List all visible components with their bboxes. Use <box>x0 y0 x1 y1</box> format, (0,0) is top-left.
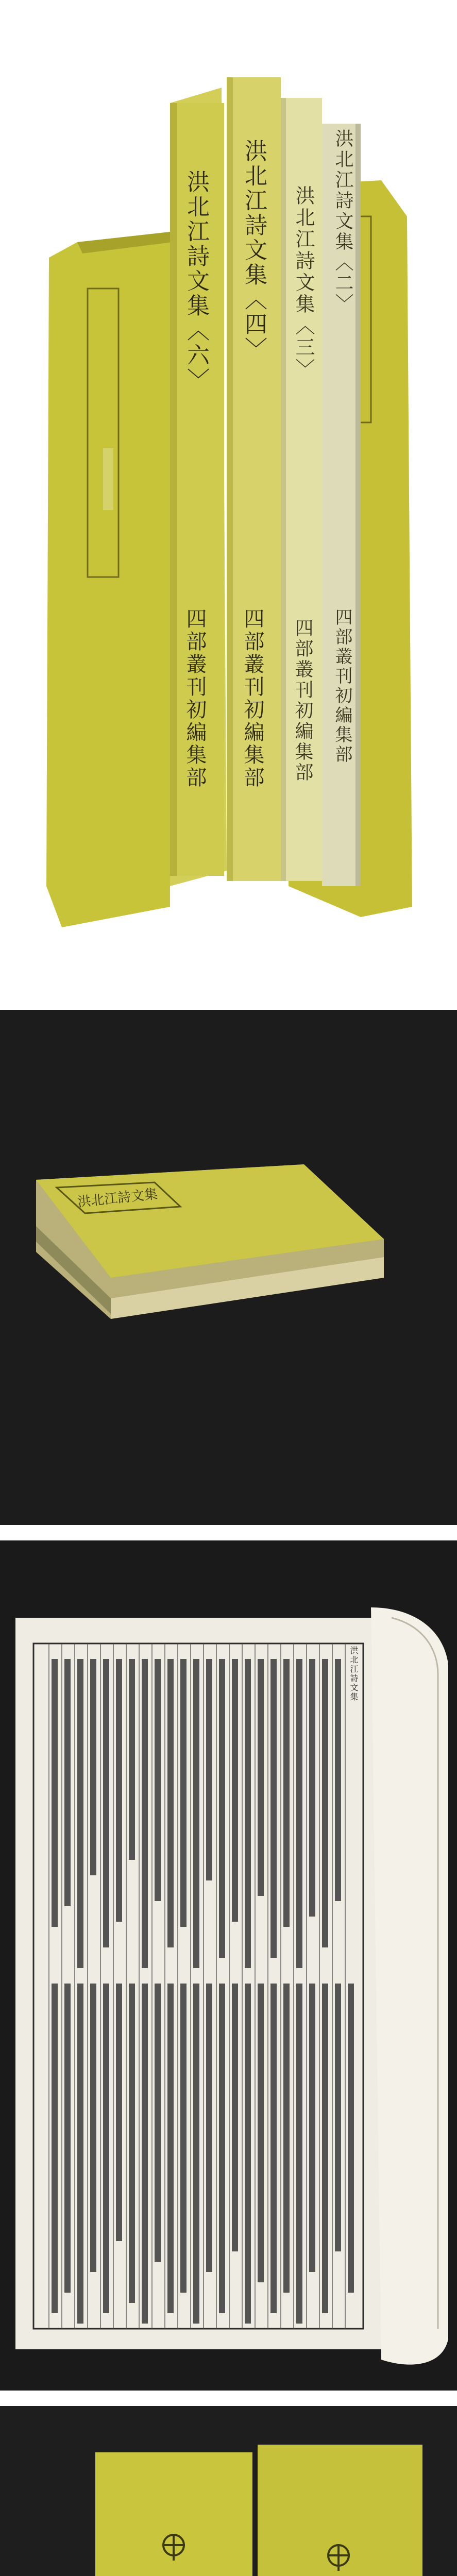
page-header: 洪北江詩文集 <box>349 1646 359 1702</box>
page-curl <box>371 1607 448 2365</box>
stack-label: 洪北江詩文集 <box>77 1186 159 1211</box>
photo-covers-back <box>0 2406 457 2576</box>
photo-open-book <box>0 1540 457 2391</box>
photo-spines <box>0 0 457 994</box>
book-cover-left <box>46 232 170 927</box>
spine-title-1: 洪北江詩文集〈六〉 <box>183 170 209 393</box>
spine-series-4: 四部叢刊初編集部 <box>332 608 352 765</box>
spine-title-2: 洪北江詩文集〈四〉 <box>241 139 267 362</box>
spine-title-4: 洪北江詩文集〈二〉 <box>332 129 353 314</box>
open-page <box>15 1618 389 2349</box>
spine-series-1: 四部叢刊初編集部 <box>183 608 207 789</box>
photo-stack <box>0 1010 457 1525</box>
spine-title-3: 洪北江詩文集〈三〉 <box>292 185 315 380</box>
spine-series-2: 四部叢刊初編集部 <box>241 608 264 789</box>
spine-series-3: 四部叢刊初編集部 <box>292 618 313 783</box>
